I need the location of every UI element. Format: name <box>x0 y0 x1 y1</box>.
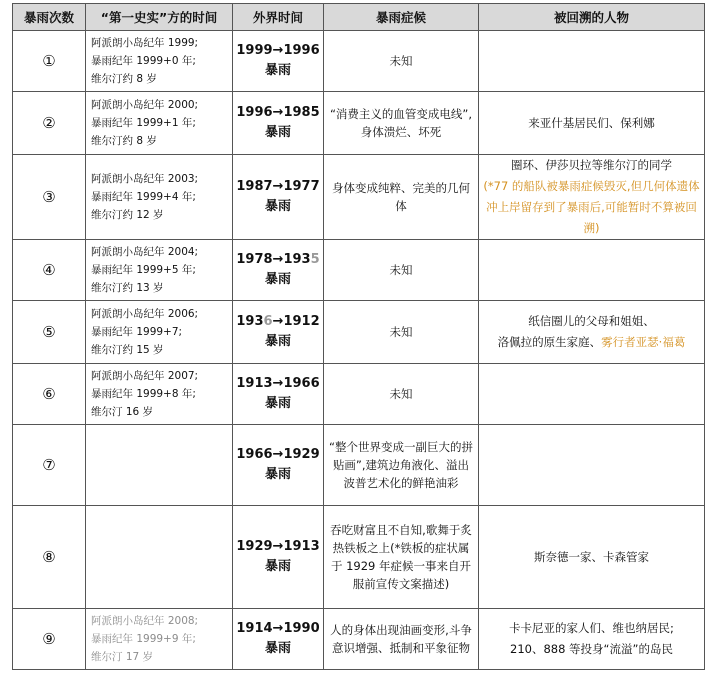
history-time: 阿派朗小岛纪年 1999; 暴雨纪年 1999+0 年; 维尔汀约 8 岁 <box>86 31 233 92</box>
outer-time: 1999→1996 暴雨 <box>233 31 324 92</box>
people-highlight: 雾行者亚瑟·福葛 <box>601 335 686 349</box>
symptoms: 未知 <box>324 31 479 92</box>
symptoms: “整个世界变成一副巨大的拼贴画”,建筑边角液化、溢出波普艺术化的鲜艳油彩 <box>324 425 479 506</box>
history-time <box>86 506 233 609</box>
storm-number: ⑦ <box>13 425 86 506</box>
history-time: 阿派朗小岛纪年 2004; 暴雨纪年 1999+5 年; 维尔汀约 13 岁 <box>86 240 233 301</box>
people <box>479 425 705 506</box>
history-time: 阿派朗小岛纪年 2007; 暴雨纪年 1999+8 年; 维尔汀 16 岁 <box>86 364 233 425</box>
table-row <box>13 155 705 240</box>
people <box>479 31 705 92</box>
storm-number: ⑨ <box>13 609 86 670</box>
storm-number: ④ <box>13 240 86 301</box>
storm-number: ⑥ <box>13 364 86 425</box>
outer-time: 1966→1929 暴雨 <box>233 425 324 506</box>
people <box>479 240 705 301</box>
history-time: 阿派朗小岛纪年 2008; 暴雨纪年 1999+9 年; 维尔汀 17 岁 <box>86 609 233 670</box>
storm-number: ③ <box>13 155 86 240</box>
symptoms: 身体变成纯粹、完美的几何体 <box>324 155 479 240</box>
outer-time: 1987→1977 暴雨 <box>233 155 324 240</box>
outer-time: 1936→1912 暴雨 <box>233 301 324 364</box>
storm-table <box>12 3 705 670</box>
header-history-time: “第一史实”方的时间 <box>86 4 233 31</box>
outer-time: 1996→1985 暴雨 <box>233 92 324 155</box>
storm-number: ⑤ <box>13 301 86 364</box>
outer-time: 1978→1935 暴雨 <box>233 240 324 301</box>
header-symptoms: 暴雨症候 <box>324 4 479 31</box>
symptoms: 人的身体出现油画变形,斗争意识增强、抵制和平象征物 <box>324 609 479 670</box>
history-time: 阿派朗小岛纪年 2003; 暴雨纪年 1999+4 年; 维尔汀约 12 岁 <box>86 155 233 240</box>
people: 斯奈德一家、卡森管家 <box>479 506 705 609</box>
table-row <box>13 240 705 301</box>
header-row <box>13 4 705 31</box>
storm-number: ⑧ <box>13 506 86 609</box>
history-time <box>86 425 233 506</box>
people: 卡卡尼亚的家人们、维也纳居民; 210、888 等投身“流溢”的岛民 <box>479 609 705 670</box>
outer-time: 1913→1966 暴雨 <box>233 364 324 425</box>
header-outer-time: 外界时间 <box>233 4 324 31</box>
symptoms: 未知 <box>324 364 479 425</box>
people <box>479 364 705 425</box>
table-row <box>13 609 705 670</box>
table-row <box>13 92 705 155</box>
history-time: 阿派朗小岛纪年 2006; 暴雨纪年 1999+7; 维尔汀约 15 岁 <box>86 301 233 364</box>
symptoms: “消费主义的血管变成电线”,身体溃烂、坏死 <box>324 92 479 155</box>
symptoms: 未知 <box>324 240 479 301</box>
table-row <box>13 506 705 609</box>
table-row <box>13 425 705 506</box>
history-time: 阿派朗小岛纪年 2000; 暴雨纪年 1999+1 年; 维尔汀约 8 岁 <box>86 92 233 155</box>
outer-time: 1914→1990 暴雨 <box>233 609 324 670</box>
symptoms: 吞吃财富且不自知,歌舞于炙热铁板之上(*铁板的症状属于 1929 年症候一事来自开服前宣传文案描述) <box>324 506 479 609</box>
people: 纸信圈儿的父母和姐姐、 洛佩拉的原生家庭、雾行者亚瑟·福葛 <box>479 301 705 364</box>
outer-time: 1929→1913 暴雨 <box>233 506 324 609</box>
storm-number: ① <box>13 31 86 92</box>
symptoms: 未知 <box>324 301 479 364</box>
people: 来亚什基居民们、保利娜 <box>479 92 705 155</box>
table-row <box>13 301 705 364</box>
header-count: 暴雨次数 <box>13 4 86 31</box>
people-note: (*77 的船队被暴雨症候毁灭,但几何体遗体冲上岸留存到了暴雨后,可能暂时不算被回溯) <box>483 179 700 235</box>
header-people: 被回溯的人物 <box>479 4 705 31</box>
table-row <box>13 31 705 92</box>
people: 圈环、伊莎贝拉等维尔汀的同学 (*77 的船队被暴雨症候毁灭,但几何体遗体冲上岸留存到了暴雨后,可能暂时不算被回溯) <box>479 155 705 240</box>
storm-number: ② <box>13 92 86 155</box>
table-row <box>13 364 705 425</box>
